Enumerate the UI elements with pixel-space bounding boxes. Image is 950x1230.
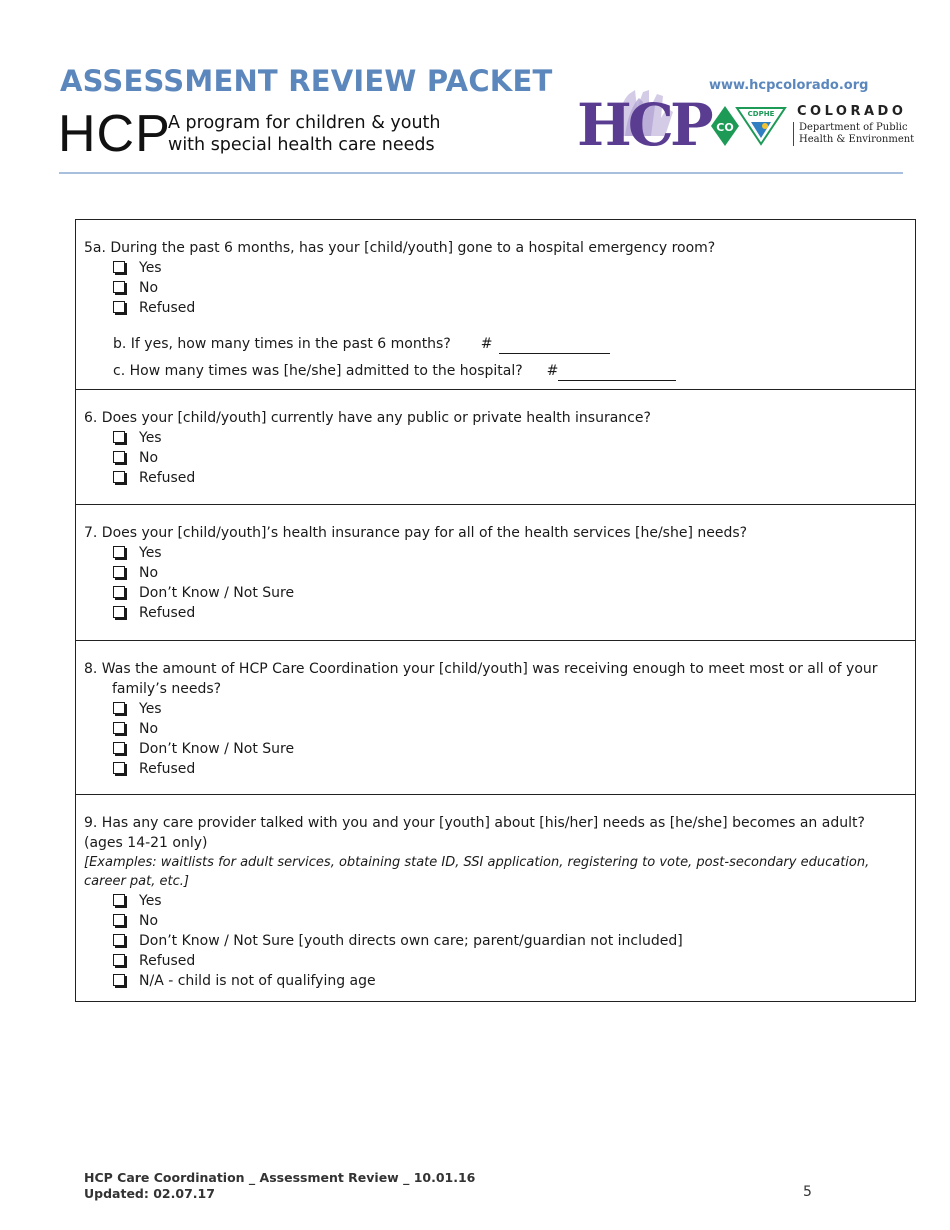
option-label: Yes [139, 545, 162, 561]
checkbox-icon[interactable] [113, 261, 125, 273]
department-line-2: Health & Environment [799, 134, 915, 145]
option-item[interactable] [113, 563, 907, 583]
checkbox-icon[interactable] [113, 934, 125, 946]
option-item[interactable] [113, 428, 907, 448]
option-item[interactable] [113, 739, 907, 759]
checkbox-icon[interactable] [113, 451, 125, 463]
option-item[interactable] [113, 298, 907, 318]
checkbox-icon[interactable] [113, 974, 125, 986]
question-6-options [84, 428, 907, 488]
checkbox-icon[interactable] [113, 702, 125, 714]
question-9-examples: [Examples: waitlists for adult services, obtaining state ID, SSI application, registering to vote, post-secondary education, career pat, etc.] [84, 855, 870, 889]
program-tagline [168, 112, 441, 156]
option-item[interactable] [113, 891, 907, 911]
option-label: Yes [139, 260, 162, 276]
option-label: Refused [139, 953, 196, 969]
option-item[interactable] [113, 258, 907, 278]
question-5c [84, 361, 907, 381]
checkbox-icon[interactable] [113, 586, 125, 598]
option-label: Don’t Know / Not Sure [youth directs own care; parent/guardian not included] [139, 933, 683, 949]
checkbox-icon[interactable] [113, 762, 125, 774]
option-label: No [139, 721, 159, 737]
header-divider [59, 172, 903, 174]
question-5b-text: b. If yes, how many times in the past 6 months? [113, 336, 451, 352]
footer-document-title: HCP Care Coordination _ Assessment Review _ 10.01.16 [84, 1170, 476, 1185]
department-name [793, 122, 914, 146]
option-item[interactable] [113, 759, 907, 779]
option-label: Yes [139, 701, 162, 717]
option-item[interactable] [113, 468, 907, 488]
option-item[interactable] [113, 603, 907, 623]
checkbox-icon[interactable] [113, 722, 125, 734]
tagline-line-2: with special health care needs [168, 135, 435, 155]
admissions-count-field[interactable] [558, 364, 676, 381]
option-item[interactable] [113, 971, 907, 991]
co-badge-text: CO [716, 121, 734, 134]
option-label: No [139, 565, 159, 581]
question-row-5 [76, 220, 916, 390]
question-8-text-continued: family’s needs? [112, 681, 222, 697]
option-item[interactable] [113, 911, 907, 931]
option-item[interactable] [113, 278, 907, 298]
question-5b [84, 334, 907, 354]
question-8-options [84, 699, 907, 779]
cdphe-badge-text: CDPHE [747, 110, 775, 118]
checkbox-icon[interactable] [113, 281, 125, 293]
question-row-6 [76, 390, 916, 505]
checkbox-icon[interactable] [113, 606, 125, 618]
checkbox-icon[interactable] [113, 954, 125, 966]
website-link[interactable]: www.hcpcolorado.org [709, 78, 869, 93]
question-5a-text: 5a. During the past 6 months, has your [child/youth] gone to a hospital emergency room? [84, 240, 716, 256]
checkbox-icon[interactable] [113, 566, 125, 578]
option-item[interactable] [113, 951, 907, 971]
question-row-7 [76, 505, 916, 641]
option-label: Don’t Know / Not Sure [139, 741, 295, 757]
question-5c-text: c. How many times was [he/she] admitted to the hospital? [113, 363, 523, 379]
question-8-text: 8. Was the amount of HCP Care Coordination your [child/youth] was receiving enough to meet most or all of your [84, 661, 878, 677]
option-label: Yes [139, 430, 162, 446]
hcp-logo [577, 88, 710, 159]
question-row-9 [76, 795, 916, 1002]
question-9-options [84, 891, 907, 991]
option-label: Refused [139, 761, 196, 777]
page-footer [84, 1170, 475, 1202]
footer-updated-date: Updated: 02.07.17 [84, 1186, 215, 1201]
questions-table [75, 219, 916, 1002]
colorado-state-logo [709, 104, 789, 146]
option-item[interactable] [113, 543, 907, 563]
question-5b-number-mark: # [480, 336, 493, 352]
option-item[interactable] [113, 699, 907, 719]
page-header [0, 0, 950, 180]
checkbox-icon[interactable] [113, 301, 125, 313]
question-row-8 [76, 641, 916, 795]
page-number: 5 [803, 1184, 812, 1200]
option-item[interactable] [113, 719, 907, 739]
option-item[interactable] [113, 583, 907, 603]
checkbox-icon[interactable] [113, 431, 125, 443]
option-label: Don’t Know / Not Sure [139, 585, 295, 601]
state-name: COLORADO [797, 104, 907, 119]
question-6-text: 6. Does your [child/youth] currently have any public or private health insurance? [84, 410, 651, 426]
option-label: No [139, 450, 159, 466]
question-7-options [84, 543, 907, 623]
option-item[interactable] [113, 448, 907, 468]
option-label: Yes [139, 893, 162, 909]
checkbox-icon[interactable] [113, 546, 125, 558]
checkbox-icon[interactable] [113, 742, 125, 754]
option-label: Refused [139, 300, 196, 316]
checkbox-icon[interactable] [113, 914, 125, 926]
program-abbreviation: HCP [58, 105, 171, 163]
hcp-logo-text: HCP [577, 91, 710, 159]
question-5a-options [84, 258, 907, 318]
option-label: No [139, 913, 159, 929]
option-label: No [139, 280, 159, 296]
option-item[interactable] [113, 931, 907, 951]
department-line-1: Department of Public [799, 122, 908, 133]
question-5c-number-mark: # [546, 363, 559, 379]
option-label: N/A - child is not of qualifying age [139, 973, 376, 989]
er-visits-count-field[interactable] [499, 337, 610, 354]
packet-title: ASSESSMENT REVIEW PACKET [60, 64, 553, 98]
question-7-text: 7. Does your [child/youth]’s health insurance pay for all of the health services [he/she] needs? [84, 525, 748, 541]
tagline-line-1: A program for children & youth [168, 113, 441, 133]
checkbox-icon[interactable] [113, 471, 125, 483]
option-label: Refused [139, 470, 196, 486]
question-9-text: 9. Has any care provider talked with you and your [youth] about [his/her] needs as [he/she] becomes an adult? (ages 14-21 only) [84, 815, 865, 851]
option-label: Refused [139, 605, 196, 621]
checkbox-icon[interactable] [113, 894, 125, 906]
